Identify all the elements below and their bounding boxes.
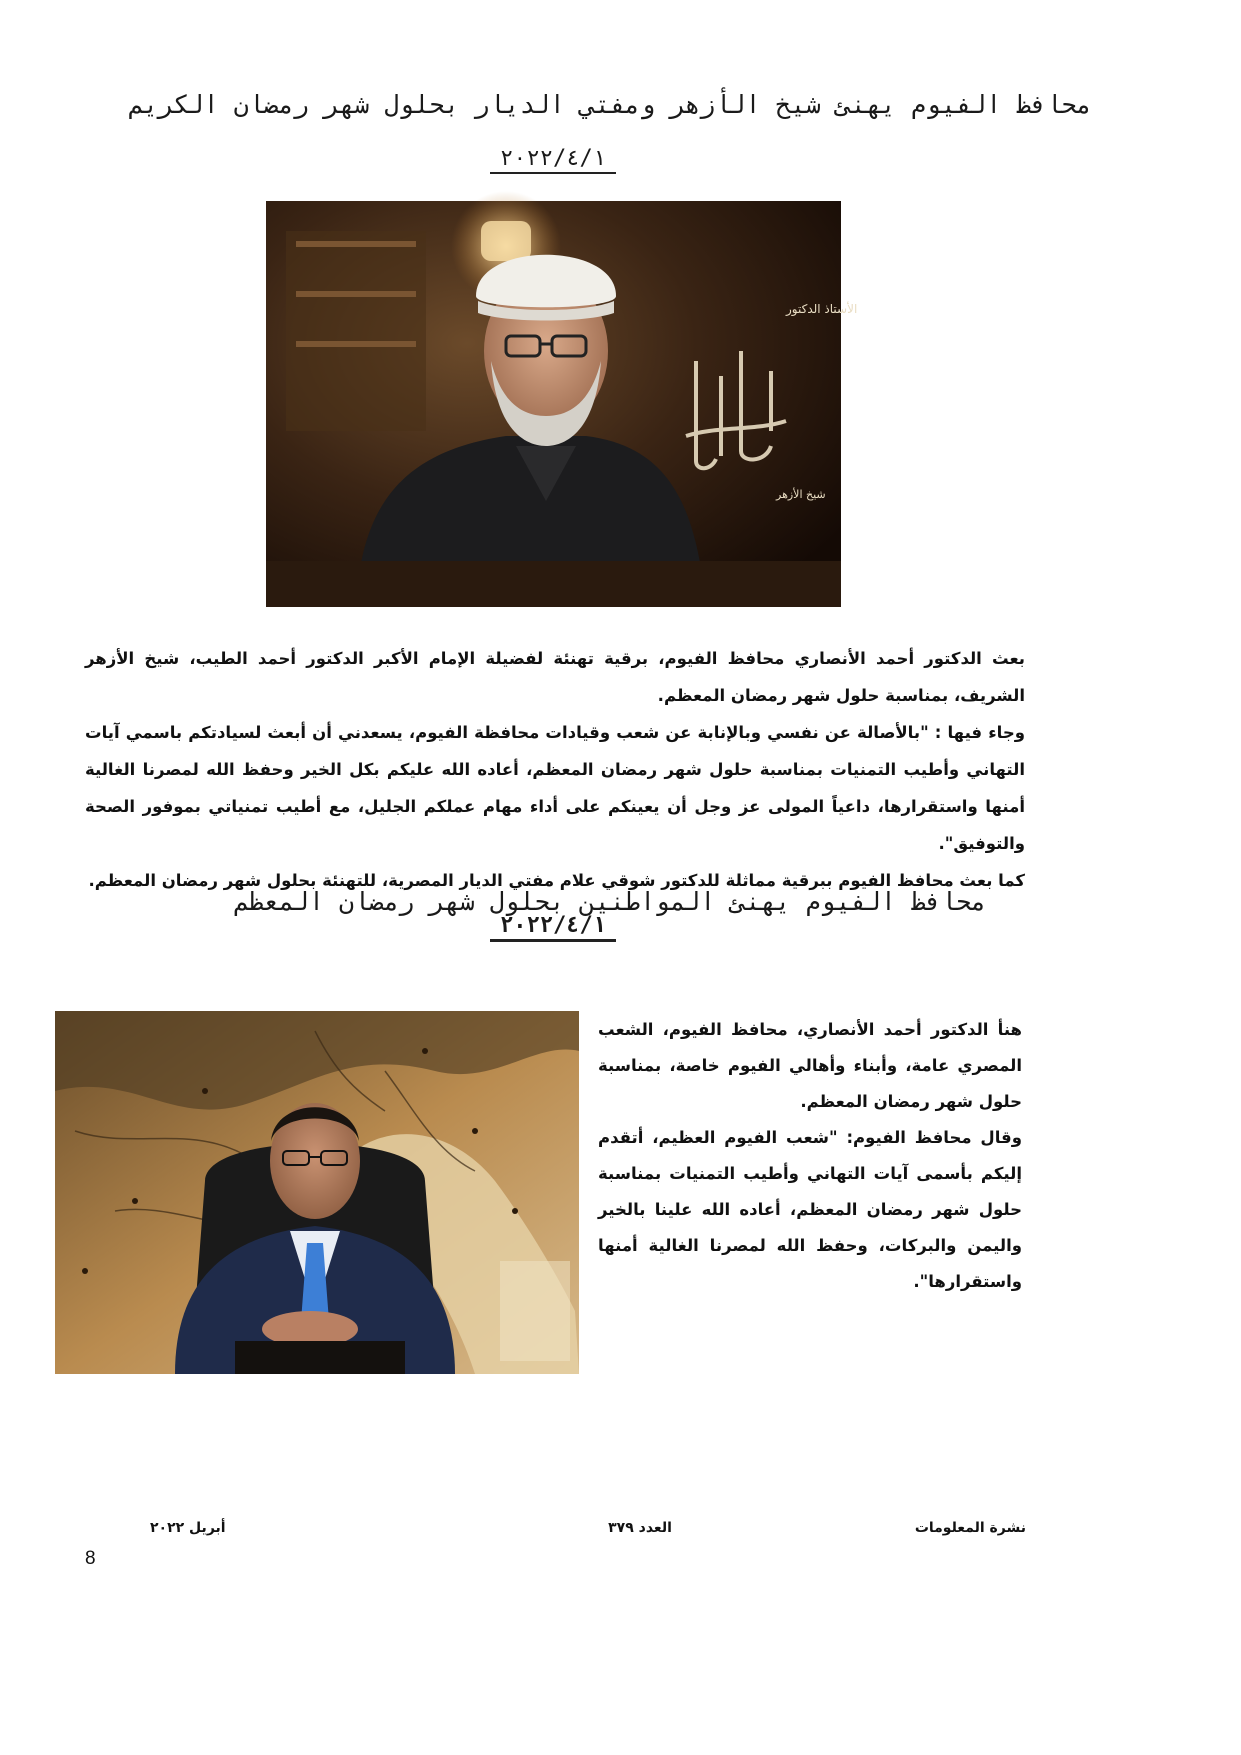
article2-date: ٢٠٢٢/٤/١ <box>490 913 616 942</box>
article1-paragraph: كما بعث محافظ الفيوم ببرقية مماثلة للدكتور شوقي علام مفتي الديار المصرية، للتهنئة بحلول شهر رمضان المعظم. <box>88 871 1025 890</box>
article2-body <box>598 1012 1022 1300</box>
article2-title: محافظ الفيوم يهنئ المواطنين بحلول شهر رمضان المعظم <box>233 887 987 916</box>
article2-paragraph: هنأ الدكتور أحمد الأنصاري، محافظ الفيوم، الشعب المصري عامة، وأبناء وأهالي الفيوم خاصة، بمناسبة حلول شهر رمضان المعظم. <box>598 1020 1022 1111</box>
article2-paragraph: وقال محافظ الفيوم: "شعب الفيوم العظيم، أتقدم إليكم بأسمى آيات التهاني وأطيب التمنيات بمناسبة حلول شهر رمضان المعظم، أعاده الله علينا بالخير واليمن والبركات، وحفظ الله لمصرنا الغالية أمنها واستقرارها". <box>598 1128 1022 1291</box>
footer-issue: العدد ٣٧٩ <box>608 1520 672 1536</box>
footer-publication: نشرة المعلومات <box>914 1520 1026 1536</box>
article1-body <box>85 640 1025 899</box>
footer-month: أبريل ٢٠٢٢ <box>150 1520 226 1536</box>
photo-caption-top: الأستاذ الدكتور <box>786 302 858 316</box>
article1-title: محافظ الفيوم يهنئ شيخ الأزهر ومفتي الديار بحلول شهر رمضان الكريم <box>128 90 1092 119</box>
article1-paragraph: وجاء فيها : "بالأصالة عن نفسي وبالإنابة عن شعب وقيادات محافظة الفيوم، يسعدني أن أبعث لسيادتكم باسمي آيات التهاني وأطيب التمنيات بمناسبة حلول شهر رمضان المعظم، أعاده الله عليكم بكل الخير وحفظ الله لمصرنا الغالية أمنها واستقرارها، داعياً المولى عز وجل أن يعينكم على أداء مهام عملكم الجليل، مع أطيب تمنياتي بموفور الصحة والتوفيق". <box>85 723 1025 853</box>
sheikh-azhar-photo <box>266 201 858 607</box>
page-number: 8 <box>85 1548 96 1569</box>
article1-date: ٢٠٢٢/٤/١ <box>490 146 616 174</box>
article1-paragraph: بعث الدكتور أحمد الأنصاري محافظ الفيوم، برقية تهنئة لفضيلة الإمام الأكبر الدكتور أحمد الطيب، شيخ الأزهر الشريف، بمناسبة حلول شهر رمضان المعظم. <box>85 649 1025 705</box>
photo-caption-bottom: شيخ الأزهر <box>776 488 826 501</box>
governor-photo <box>55 1011 579 1374</box>
